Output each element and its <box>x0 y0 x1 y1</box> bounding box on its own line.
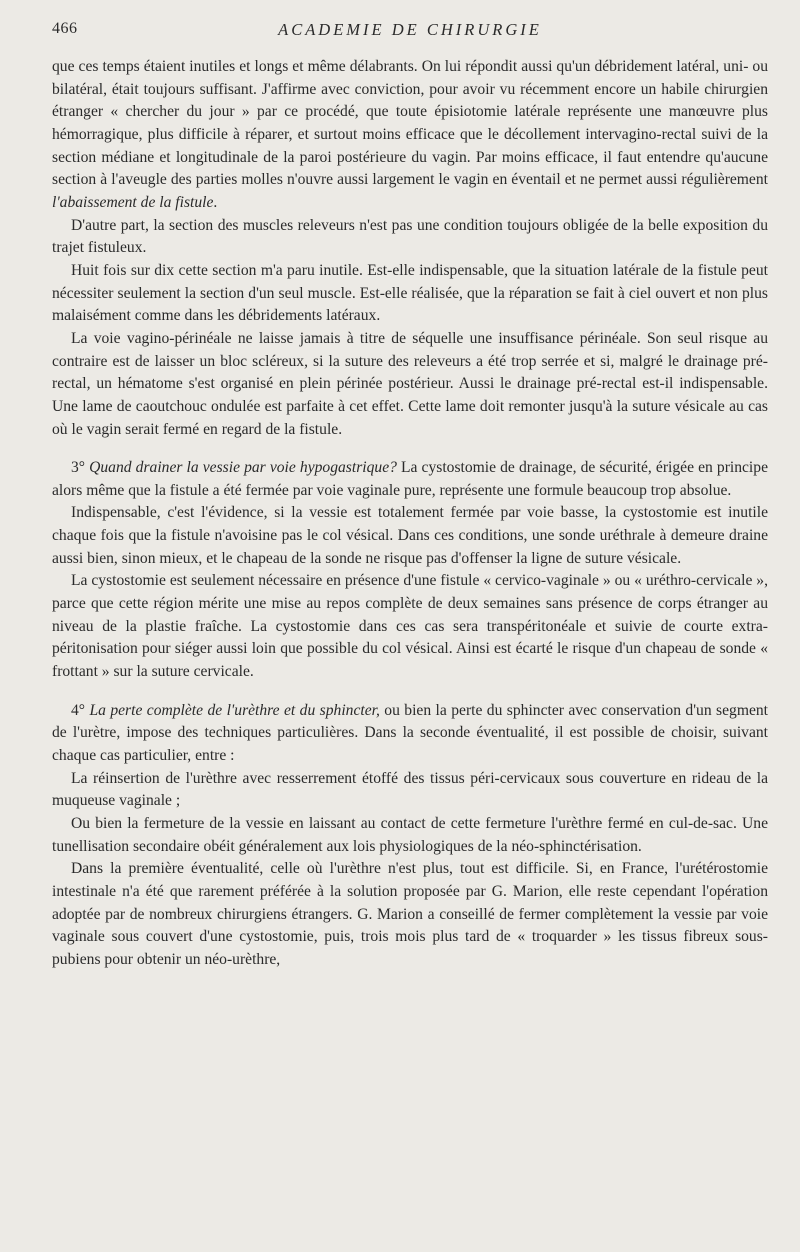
section-heading: La perte complète de l'urèthre et du sphincter, <box>89 701 380 719</box>
section-number: 4° <box>71 701 90 719</box>
paragraph-text: ou bien la perte du sphincter avec conservation d'un segment de l'urètre, impose des techniques particulières. Dans la seconde éventualité, il est possible de choisir, suivant chaque cas particulier, entre : <box>52 701 769 765</box>
section-number: 3° <box>71 459 90 477</box>
paragraph-11 <box>52 858 768 971</box>
paragraph-6 <box>52 502 768 570</box>
paragraph-8 <box>52 700 768 768</box>
paragraph-text: La cystostomie de drainage, de sécurité, érigée en principe alors même que la fistule a été fermée par voie vaginale pure, représente une formule beaucoup trop absolue. <box>52 459 768 499</box>
paragraph-text: La cystostomie est seulement nécessaire en présence d'une fistule « cervico-vaginale » ou « uréthro-cervicale », parce que cette région mérite une mise au repos complète de deux semaines sans présence de corps étranger au niveau de la plastie fraîche. La cystostomie dans ces cas sera transpéritonéale et suivie de courte extra-péritonisation pour siéger aussi loin que possible du col vésical. Ainsi est écarté le risque d'un chapeau de sonde « frottant » sur la suture cervicale. <box>52 572 768 681</box>
body-text <box>52 56 768 972</box>
paragraph-3 <box>52 260 768 328</box>
paragraph-tail: . <box>213 193 218 211</box>
paragraph-1 <box>52 56 768 215</box>
paragraph-9 <box>52 768 768 813</box>
paragraph-text: D'autre part, la section des muscles releveurs n'est pas une condition toujours obligée de la belle exposition du trajet fistuleux. <box>52 216 768 257</box>
page-number: 466 <box>52 20 78 37</box>
paragraph-7 <box>52 570 768 683</box>
paragraph-2 <box>52 215 768 260</box>
paragraph-text: La réinsertion de l'urèthre avec resserrement étoffé des tissus péri-cervicaux sous couverture en rideau de la muqueuse vaginale ; <box>52 769 768 810</box>
paragraph-text: La voie vagino-périnéale ne laisse jamais à titre de séquelle une insuffisance périnéale. Son seul risque au contraire est de laisser un bloc scléreux, si la suture des releveurs a été trop serrée et si, malgré le drainage pré-rectal, un hématome s'est organisé en plein périnée postérieur. Aussi le drainage pré-rectal est-il indispensable. Une lame de caoutchouc ondulée est parfaite à cet effet. Cette lame doit remonter jusqu'à la suture vésicale au cas où le vagin serait fermé en regard de la fistule. <box>52 329 768 438</box>
paragraph-4 <box>52 328 768 441</box>
paragraph-text: Indispensable, c'est l'évidence, si la vessie est totalement fermée par voie basse, la cystostomie est inutile chaque fois que la fistule n'avoisine pas le col vésical. Dans ces conditions, une sonde uréthrale à demeure draine aussi bien, sinon mieux, et le chapeau de la sonde ne risque pas d'offenser la ligne de suture vésicale. <box>52 504 768 567</box>
paragraph-10 <box>52 813 768 858</box>
section-heading: Quand drainer la vessie par voie hypogastrique? <box>89 459 397 477</box>
emphasis-text: l'abaissement de la fistule <box>52 193 214 211</box>
running-title: ACADEMIE DE CHIRURGIE <box>278 20 542 39</box>
paragraph-text: Dans la première éventualité, celle où l'urèthre n'est plus, tout est difficile. Si, en France, l'urétérostomie intestinale n'a été que rarement préférée à la solution proposée par G. Marion, elle reste cependant l'opération adoptée par de nombreux chirurgiens étrangers. G. Marion a conseillé de fermer complètement la vessie par voie vaginale sous couvert d'une cystostomie, puis, trois mois plus tard de « troquarder » les tissus fibreux sous-pubiens pour obtenir un néo-urèthre, <box>52 860 768 968</box>
paragraph-text: Huit fois sur dix cette section m'a paru inutile. Est-elle indispensable, que la situation latérale de la fistule peut nécessiter seulement la section d'un seul muscle. Est-elle réalisée, que la réparation se fait à ciel ouvert et non plus malaisément comme dans les débridements latéraux. <box>52 261 768 325</box>
paragraph-text: Ou bien la fermeture de la vessie en laissant au contact de cette fermeture l'urèthre fermé en cul-de-sac. Une tunellisation secondaire obéit généralement aux lois physiologiques de la néo-sphinctérisation. <box>52 815 768 855</box>
paragraph-5 <box>52 457 768 502</box>
page-header <box>52 20 768 44</box>
paragraph-text: que ces temps étaient inutiles et longs et même délabrants. On lui répondit aussi qu'un débridement latéral, uni- ou bilatéral, était toujours suffisant. J'affirme avec conviction, pour avoir vu récemment encore un habile chirurgien étranger « chercher du jour » par ce procédé, que toute épisiotomie latérale représente une manœuvre plus hémorragique, plus difficile à réparer, et surtout moins efficace que le décollement intervagino-rectal suivi de la section médiane et longitudinale de la paroi postérieure du vagin. Par moins efficace, il faut entendre qu'aucune section à l'aveugle des parties molles n'ouvre aussi largement le vagin en éventail et ne permet aussi régulièrement <box>52 58 768 189</box>
